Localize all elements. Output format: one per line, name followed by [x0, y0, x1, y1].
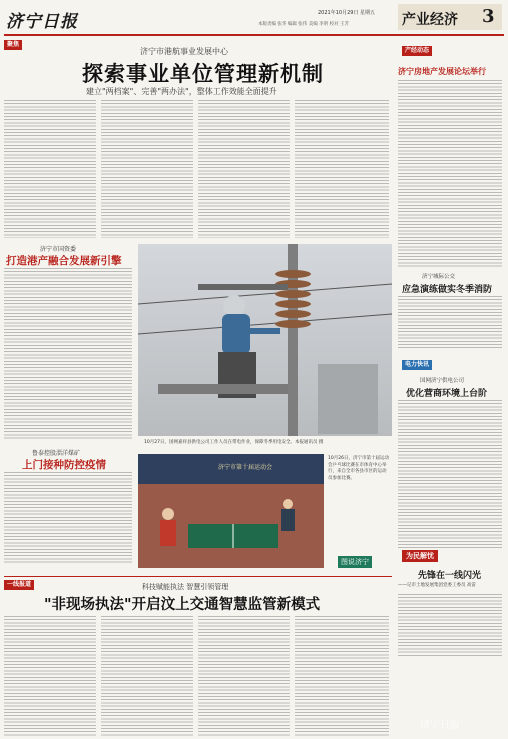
section-tab: [398, 4, 502, 30]
body-text: [4, 268, 132, 440]
table-tennis-photo: [138, 454, 324, 568]
sports-illustration: [138, 454, 324, 568]
power-worker-photo: [138, 244, 392, 436]
power-line-illustration: [138, 244, 392, 436]
story-headline: 上门接种防控疫情: [22, 459, 106, 471]
story-2: [4, 244, 134, 444]
story-headline: 打造港产融合发展新引擎: [6, 255, 122, 267]
page-number: 3: [482, 6, 495, 27]
watermark: 济宁日报: [420, 720, 460, 731]
section-label: 聚焦: [4, 40, 22, 50]
issue-date: 2021年10月29日 星期五: [318, 10, 376, 16]
photo-caption-side: 10月26日，济宁市第十届运动会乒乓球比赛在市体育中心举行，来自全市各县市区的运动员参加比赛。: [328, 456, 389, 481]
story-kicker: 济宁市国资委: [40, 246, 77, 253]
story-kicker: 科技赋能执法 智慧引领管理: [142, 583, 229, 591]
story-headline: 探索事业单位管理新机制: [82, 61, 324, 86]
bottom-story: [4, 580, 392, 738]
body-text: [4, 472, 132, 564]
body-text: [101, 100, 193, 238]
bottom-rule: [4, 576, 392, 577]
story-headline: 济宁房地产发展论坛举行: [398, 66, 486, 76]
body-text: [101, 616, 193, 736]
section-label: 产经动态: [402, 46, 432, 56]
event-banner: 济宁市第十届运动会: [218, 464, 273, 471]
corner-label: 图说济宁: [338, 556, 372, 568]
body-text: [398, 594, 502, 658]
body-text: [4, 616, 96, 736]
story-kicker: 鲁泰控股淄洋煤矿: [32, 450, 81, 457]
story-subtitle: 建立"两档案"、完善"两办法"，整体工作效能全面提升: [86, 87, 277, 96]
story-headline: 先锋在一线闪光: [418, 571, 482, 581]
story-headline: 优化营商环境上台阶: [406, 389, 488, 399]
top-story: [4, 40, 392, 240]
body-text: [4, 100, 96, 238]
newspaper-logo: 济宁日报: [6, 12, 78, 32]
story-kicker: 济宁城际公交: [422, 274, 456, 280]
story-subtitle: ——记市土地发展集团党委工委员 高雷: [398, 583, 476, 588]
body-text: [398, 80, 502, 268]
story-headline: 应急演练做实冬季消防: [402, 285, 493, 295]
section-label: 为民解忧: [402, 550, 438, 562]
right-column: [396, 40, 506, 660]
body-text: [295, 100, 389, 238]
story-headline: "非现场执法"开启汶上交通智慧监管新模式: [44, 596, 321, 613]
body-text: [398, 296, 502, 350]
story-kicker: 济宁市港航事业发展中心: [140, 47, 228, 56]
masthead-rule: [4, 34, 504, 36]
story-kicker: 国网济宁供电公司: [420, 378, 465, 384]
section-title: 产业经济: [402, 12, 458, 28]
body-text: [198, 100, 290, 238]
section-label: 一线报道: [4, 580, 34, 590]
editor-line: 本版责编 张华 编辑 张伟 美编 李明 校对 王芳: [258, 22, 350, 27]
section-label: 电力快讯: [402, 360, 432, 370]
story-3: [4, 448, 134, 568]
masthead: [0, 0, 508, 36]
body-text: [198, 616, 290, 736]
photo-block: [138, 244, 392, 572]
body-text: [295, 616, 389, 736]
photo-caption: 10月27日，国网嘉祥县供电公司工作人员在带电作业，保障冬季用电安全。本报通讯员 摄: [144, 440, 324, 445]
body-text: [398, 400, 502, 550]
